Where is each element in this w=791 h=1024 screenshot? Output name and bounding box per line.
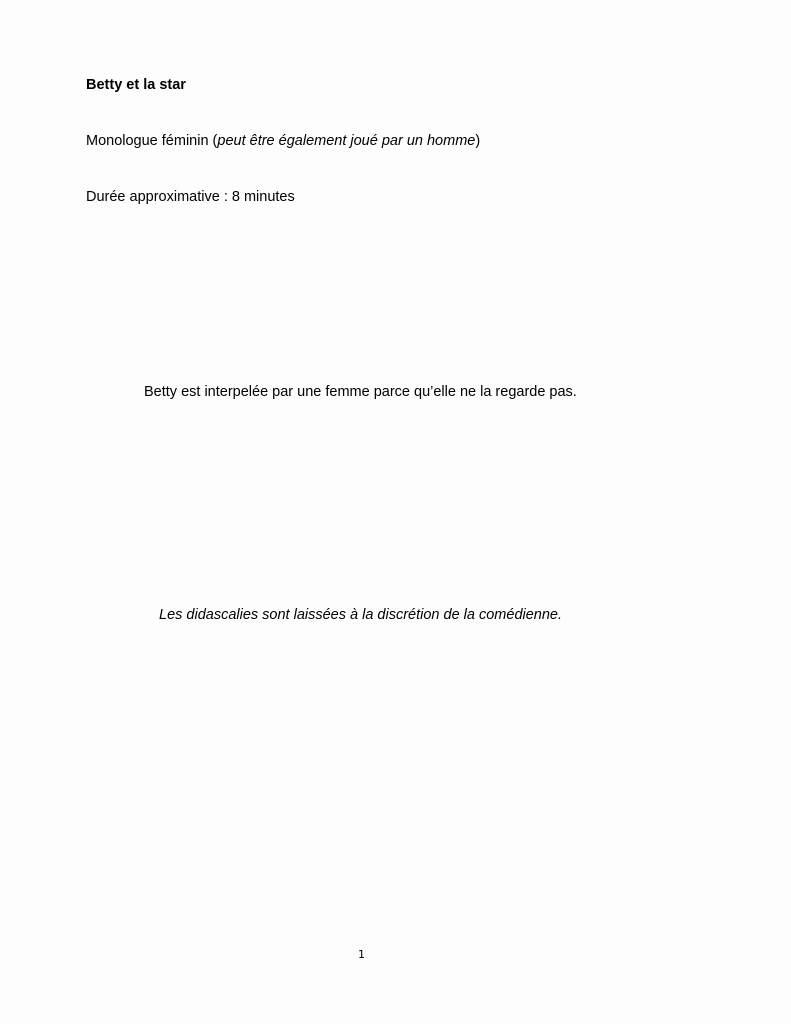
subtitle-italic-text: peut être également joué par un homme <box>217 133 476 149</box>
subtitle-suffix: ) <box>475 133 481 149</box>
document-title: Betty et la star <box>86 77 186 93</box>
document-subtitle <box>86 132 480 150</box>
stage-directions-note: Les didascalies sont laissées à la discrétion de la comédienne. <box>159 607 563 623</box>
synopsis-line: Betty est interpelée par une femme parce qu’elle ne la regarde pas. <box>144 384 577 400</box>
page-number: 1 <box>358 948 365 961</box>
duration-line: Durée approximative : 8 minutes <box>86 189 295 205</box>
subtitle-prefix: Monologue féminin ( <box>86 133 218 149</box>
